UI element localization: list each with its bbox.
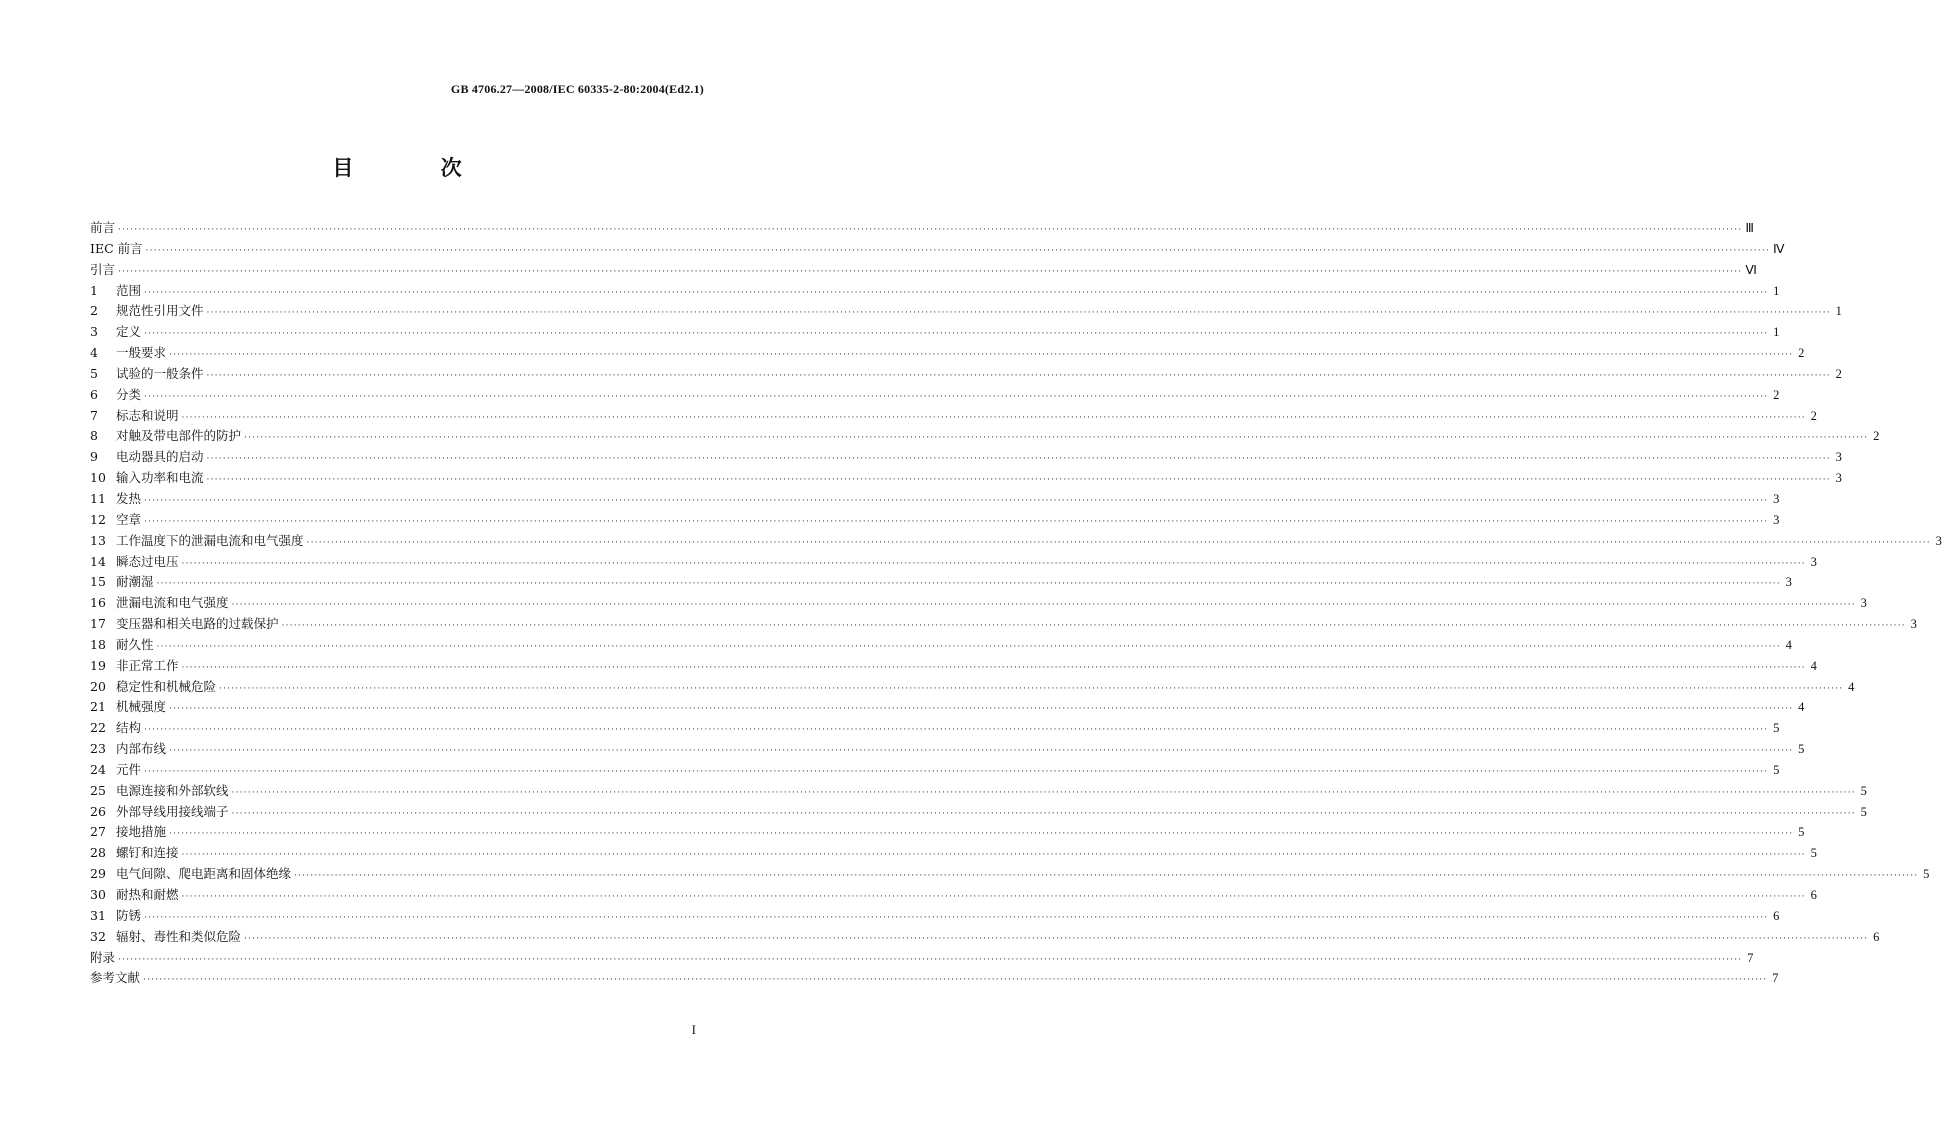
toc-entry-page: 6 — [1873, 929, 1880, 944]
toc-entry-title: 规范性引用文件 — [116, 303, 204, 319]
toc-entry[interactable] — [90, 739, 1805, 760]
toc-entry-title: 参考文献 — [90, 970, 141, 986]
toc-entry-title: 防锈 — [116, 907, 142, 923]
toc-entry-title: 发热 — [116, 490, 142, 506]
toc-entry-title: 变压器和相关电路的过载保护 — [116, 616, 279, 632]
toc-entry-title: 引言 — [90, 261, 116, 277]
toc-entry[interactable] — [90, 906, 1780, 927]
toc-entry-number: 30 — [90, 887, 106, 902]
toc-entry-page: 2 — [1773, 387, 1780, 402]
toc-entry[interactable] — [90, 385, 1780, 406]
toc-entry-page: 3 — [1910, 617, 1917, 632]
toc-entry-number: 26 — [90, 803, 106, 819]
toc-entry[interactable] — [90, 322, 1780, 343]
toc-entry-page: 7 — [1772, 971, 1779, 986]
toc-entry[interactable] — [90, 885, 1817, 906]
dot-leader: ················································································································································································································································································································································································································ — [219, 683, 1844, 694]
toc-entry-page: 3 — [1860, 596, 1867, 611]
toc-entry[interactable] — [90, 677, 1855, 698]
toc-entry[interactable] — [90, 426, 1880, 447]
toc-entry-number: 17 — [90, 616, 106, 632]
toc-entry-page: 5 — [1860, 804, 1867, 819]
toc-entry-number: 4 — [90, 345, 98, 361]
toc-entry-page: 6 — [1810, 888, 1817, 902]
dot-leader: ················································································································································································································································································································································································································ — [169, 350, 1794, 361]
toc-entry-page: 4 — [1848, 679, 1855, 694]
toc-entry-title: 电动器具的启动 — [116, 449, 204, 465]
toc-entry-number: 20 — [90, 678, 106, 694]
dot-leader: ················································································································································································································································································································································································································ — [156, 579, 1781, 590]
toc-entry-number: 28 — [90, 845, 106, 861]
toc-entry-title: 耐热和耐燃 — [116, 887, 179, 902]
toc-entry-title: 结构 — [116, 720, 142, 736]
toc-entry-title: 外部导线用接线端子 — [116, 803, 229, 819]
dot-leader: ················································································································································································································································································································································································································ — [281, 621, 1906, 632]
toc-entry-title: 稳定性和机械危险 — [116, 678, 217, 694]
toc-entry-page: 1 — [1835, 304, 1842, 319]
dot-leader: ················································································································································································································································································································································································································ — [244, 933, 1869, 944]
toc-entry[interactable] — [90, 822, 1805, 843]
toc-entry-page: 5 — [1773, 721, 1780, 736]
toc-entry[interactable] — [90, 510, 1780, 531]
toc-entry-number: 2 — [90, 303, 98, 319]
toc-entry-title: 范围 — [116, 282, 142, 298]
toc-entry[interactable] — [90, 927, 1880, 948]
dot-leader: ················································································································································································································································································································································································································ — [144, 766, 1769, 777]
toc-entry-title: 工作温度下的泄漏电流和电气强度 — [116, 532, 304, 548]
toc-entry-title: 电源连接和外部软线 — [116, 782, 229, 798]
toc-entry[interactable] — [90, 239, 1785, 260]
dot-leader: ················································································································································································································································································································································································································ — [169, 746, 1794, 757]
toc-entry-number: 10 — [90, 470, 106, 486]
toc-entry-number: 3 — [90, 324, 98, 340]
toc-entry-page: 6 — [1773, 908, 1780, 923]
toc-entry[interactable] — [90, 948, 1754, 969]
toc-entry[interactable] — [90, 531, 1942, 552]
dot-leader: ················································································································································································································································································································································································································ — [156, 641, 1781, 652]
toc-entry-title: 分类 — [116, 386, 142, 402]
toc-entry-page: 2 — [1835, 366, 1842, 381]
toc-entry-page: 5 — [1860, 783, 1867, 798]
toc-entry[interactable] — [90, 301, 1842, 322]
toc-entry-number: 14 — [90, 553, 106, 569]
toc-entry-page: 2 — [1810, 408, 1817, 423]
toc-entry-number: 12 — [90, 511, 106, 527]
dot-leader: ················································································································································································································································································································································································································ — [181, 892, 1806, 902]
toc-entry[interactable] — [90, 843, 1817, 864]
toc-entry-number: 5 — [90, 365, 98, 381]
toc-entry-page: 3 — [1810, 554, 1817, 569]
toc-entry-title: 输入功率和电流 — [116, 470, 204, 486]
dot-leader: ················································································································································································································································································································································································································ — [144, 516, 1769, 527]
toc-entry-title: 螺钉和连接 — [116, 845, 179, 861]
dot-leader: ················································································································································································································································································································································································································ — [181, 412, 1806, 423]
dot-leader: ················································································································································································································································································································································································································ — [144, 912, 1769, 923]
toc-entry-page: 3 — [1935, 533, 1942, 548]
toc-entry-number: 16 — [90, 595, 106, 611]
toc-entry[interactable] — [90, 406, 1817, 427]
toc-entry-number: 23 — [90, 741, 106, 757]
toc-entry-page: 4 — [1810, 658, 1817, 673]
page-title: 目 次 — [332, 155, 502, 180]
toc-entry-page: Ⅳ — [1772, 241, 1785, 256]
toc-entry-number: 13 — [90, 532, 106, 548]
toc-entry-title: 一般要求 — [116, 345, 167, 361]
toc-entry[interactable] — [90, 802, 1867, 823]
toc-entry-page: 2 — [1798, 346, 1805, 361]
toc-entry[interactable] — [90, 593, 1867, 614]
toc-entry-title: 耐潮湿 — [116, 574, 154, 590]
toc-entry[interactable] — [90, 281, 1780, 302]
dot-leader: ················································································································································································································································································································································································································ — [181, 850, 1806, 861]
toc-entry-title: 元件 — [116, 761, 142, 777]
toc-entry[interactable] — [90, 760, 1780, 781]
toc-entry-page: 3 — [1835, 450, 1842, 465]
dot-leader: ················································································································································································································································································································································································································ — [181, 662, 1806, 673]
toc-entry-title: 非正常工作 — [116, 657, 179, 673]
dot-leader: ················································································································································································································································································································································································································ — [144, 495, 1769, 506]
toc-entry-title: 耐久性 — [116, 636, 154, 652]
toc-entry-title: 瞬态过电压 — [116, 553, 179, 569]
toc-entry[interactable] — [90, 697, 1805, 718]
toc-entry-title: 附录 — [90, 949, 116, 965]
toc-entry[interactable] — [90, 364, 1842, 385]
toc-entry-number: 31 — [90, 907, 106, 923]
dot-leader: ················································································································································································································································································································································································································ — [118, 954, 1743, 965]
toc-entry-title: 试验的一般条件 — [116, 365, 204, 381]
toc-entry-page: 5 — [1798, 825, 1805, 840]
toc-entry-number: 27 — [90, 824, 106, 840]
standard-number: GB 4706.27—2008/IEC 60335-2-80:2004(Ed2.1) — [450, 82, 704, 96]
toc-entry-page: 3 — [1785, 575, 1792, 590]
toc-entry[interactable] — [90, 635, 1792, 656]
toc-entry-number: 15 — [90, 574, 106, 590]
toc-entry-page: 4 — [1798, 700, 1805, 715]
toc-entry-page: 2 — [1873, 429, 1880, 444]
dot-leader: ················································································································································································································································································································································································································ — [144, 329, 1769, 340]
toc-entry-page: 3 — [1835, 471, 1842, 486]
toc-entry[interactable] — [90, 552, 1817, 573]
toc-entry-page: 1 — [1773, 283, 1780, 298]
table-of-contents — [90, 218, 1942, 989]
toc-entry-number: 29 — [90, 866, 106, 882]
toc-entry-number: 7 — [90, 407, 98, 423]
toc-entry[interactable] — [90, 468, 1842, 489]
toc-entry-title: IEC 前言 — [90, 240, 143, 256]
dot-leader: ················································································································································································································································································································································································································ — [244, 433, 1869, 444]
dot-leader: ················································································································································································································································································································································································································ — [231, 787, 1856, 798]
toc-entry-title: 对触及带电部件的防护 — [116, 428, 242, 444]
toc-entry-number: 6 — [90, 386, 98, 402]
toc-entry-page: 5 — [1798, 742, 1805, 757]
toc-entry-title: 机械强度 — [116, 699, 167, 715]
toc-entry[interactable] — [90, 260, 1757, 281]
dot-leader: ················································································································································································································································································································································································································ — [231, 600, 1856, 611]
toc-entry[interactable] — [90, 864, 1930, 885]
toc-entry-number: 8 — [90, 428, 98, 444]
dot-leader: ················································································································································································································································································································································································································ — [206, 475, 1831, 486]
toc-entry-number: 18 — [90, 636, 106, 652]
dot-leader: ················································································································································································································································································································································································································ — [306, 537, 1931, 548]
toc-entry[interactable] — [90, 718, 1780, 739]
toc-entry-page: 5 — [1773, 762, 1780, 777]
toc-entry-title: 电气间隙、爬电距离和固体绝缘 — [116, 866, 292, 882]
toc-entry-number: 11 — [90, 490, 106, 506]
dot-leader: ················································································································································································································································································································································································································ — [118, 266, 1743, 277]
toc-entry-title: 辐射、毒性和类似危险 — [116, 928, 242, 944]
toc-entry-page: 7 — [1747, 950, 1754, 965]
dot-leader: ················································································································································································································································································································································································································ — [294, 871, 1919, 882]
toc-entry-page: 3 — [1773, 491, 1780, 506]
toc-entry-number: 24 — [90, 761, 106, 777]
dot-leader: ················································································································································································································································································································································································································ — [181, 558, 1806, 569]
toc-entry[interactable] — [90, 343, 1805, 364]
toc-entry[interactable] — [90, 968, 1779, 989]
toc-entry-page: 5 — [1923, 867, 1930, 882]
page-number: I — [691, 1022, 696, 1037]
dot-leader: ················································································································································································································································································································································································································ — [169, 829, 1794, 840]
toc-entry-title: 泄漏电流和电气强度 — [116, 595, 229, 611]
toc-entry-number: 1 — [90, 282, 98, 298]
dot-leader: ················································································································································································································································································································································································································ — [144, 391, 1769, 402]
toc-entry-number: 25 — [90, 782, 106, 798]
toc-entry[interactable] — [90, 572, 1792, 593]
dot-leader: ················································································································································································································································································································································································································ — [169, 704, 1794, 715]
toc-entry-title: 空章 — [116, 511, 142, 527]
toc-entry-number: 32 — [90, 928, 106, 944]
toc-entry-page: Ⅵ — [1745, 262, 1757, 277]
toc-entry[interactable] — [90, 447, 1842, 468]
toc-entry-page: 4 — [1785, 637, 1792, 652]
dot-leader: ················································································································································································································································································································································································································ — [144, 725, 1769, 736]
toc-entry[interactable] — [90, 656, 1817, 677]
toc-entry-page: 5 — [1810, 846, 1817, 861]
toc-entry-page: 3 — [1773, 512, 1780, 527]
toc-entry-title: 定义 — [116, 324, 142, 340]
dot-leader: ················································································································································································································································································································································································································ — [118, 225, 1743, 235]
dot-leader: ················································································································································································································································································································································································································ — [206, 454, 1831, 465]
toc-entry-number: 9 — [90, 449, 98, 465]
toc-entry-title: 前言 — [90, 220, 116, 235]
toc-entry[interactable] — [90, 489, 1780, 510]
toc-entry-title: 标志和说明 — [116, 407, 179, 423]
toc-entry[interactable] — [90, 218, 1754, 239]
toc-entry[interactable] — [90, 614, 1917, 635]
toc-entry-number: 19 — [90, 657, 106, 673]
dot-leader: ················································································································································································································································································································································································································ — [231, 808, 1856, 819]
dot-leader: ················································································································································································································································································································································································································ — [206, 308, 1831, 319]
dot-leader: ················································································································································································································································································································································································································ — [143, 975, 1768, 986]
dot-leader: ················································································································································································································································································································································································································ — [144, 287, 1769, 298]
dot-leader: ················································································································································································································································································································································································································ — [145, 245, 1770, 256]
toc-entry-title: 内部布线 — [116, 741, 167, 757]
toc-entry-number: 22 — [90, 720, 106, 736]
toc-entry-page: Ⅲ — [1745, 221, 1754, 235]
toc-entry-number: 21 — [90, 699, 106, 715]
toc-entry-page: 1 — [1773, 325, 1780, 340]
toc-entry[interactable] — [90, 781, 1867, 802]
dot-leader: ················································································································································································································································································································································································································ — [206, 370, 1831, 381]
toc-entry-title: 接地措施 — [116, 824, 167, 840]
